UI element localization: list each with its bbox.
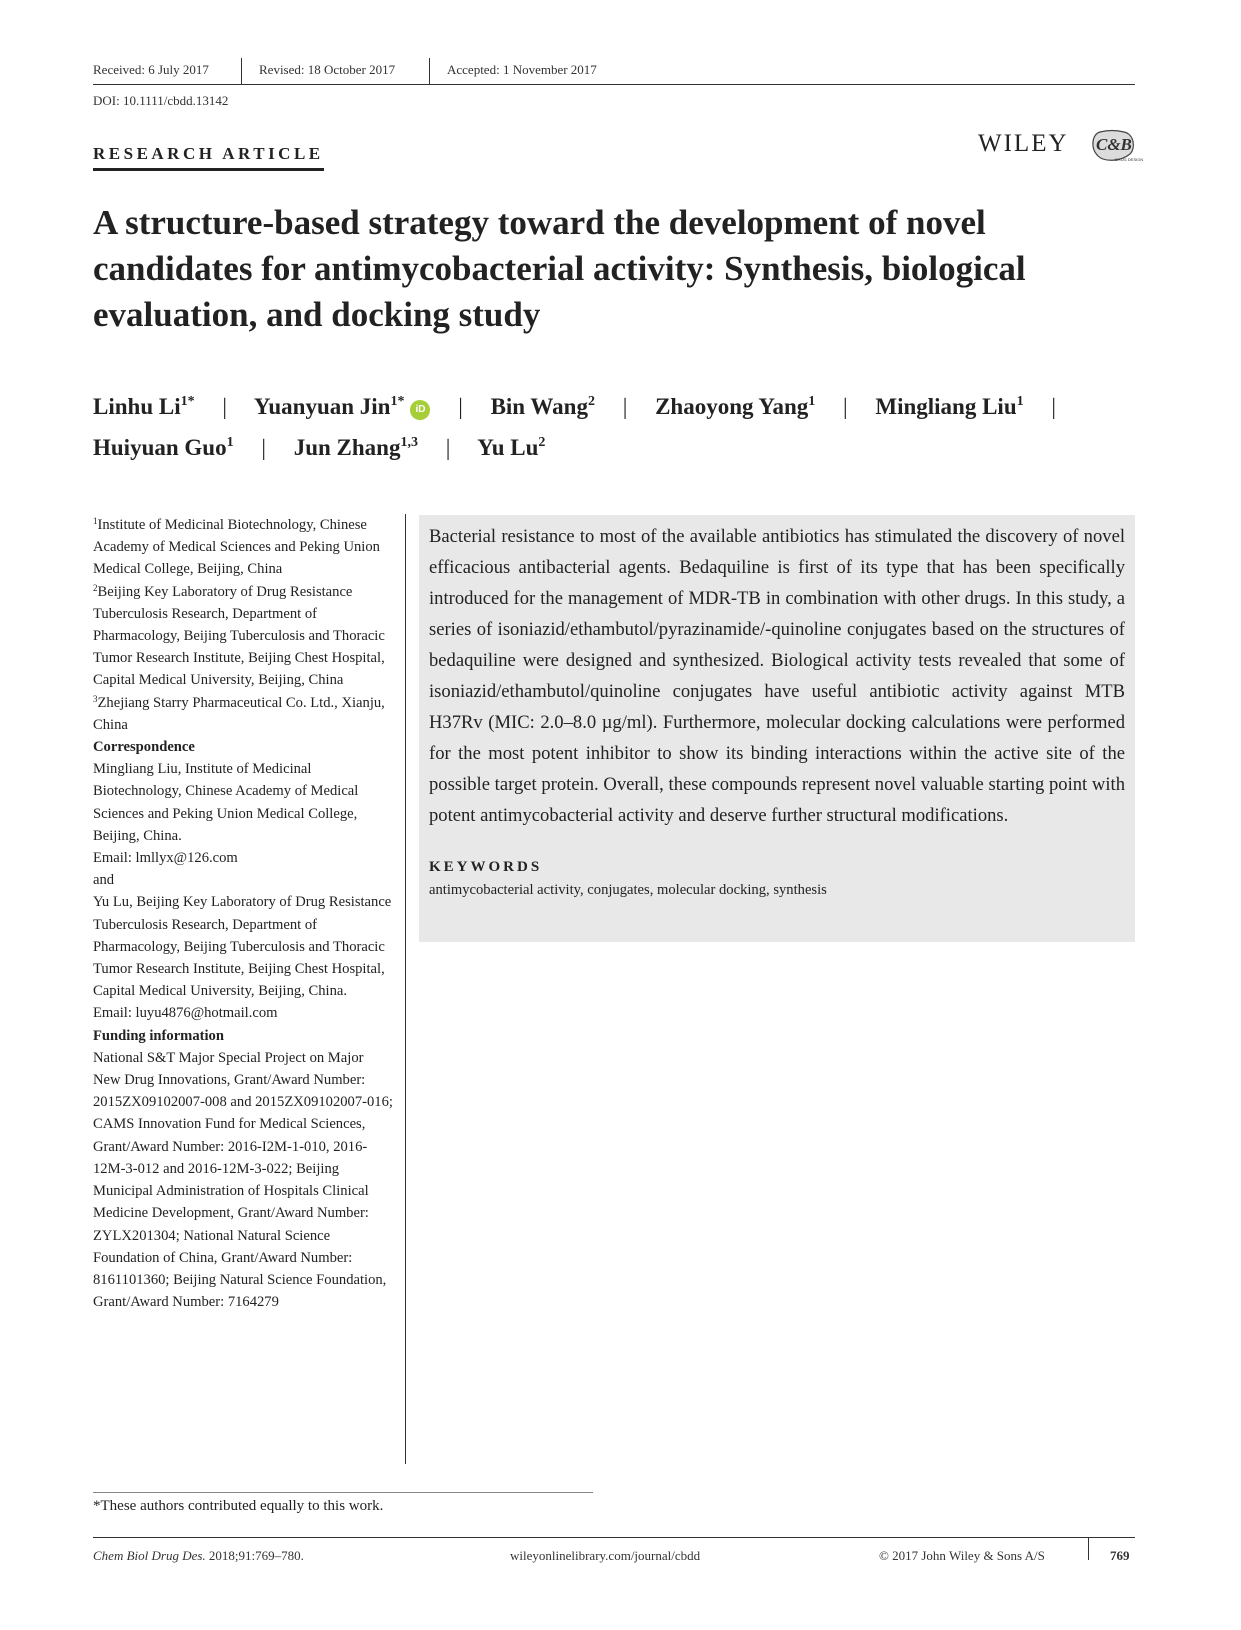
- affiliation-text: Zhejiang Starry Pharmaceutical Co. Ltd., Xianju, China: [93, 694, 385, 733]
- journal-url[interactable]: wileyonlinelibrary.com/journal/cbdd: [510, 1548, 701, 1563]
- affiliation-mark: 2: [93, 582, 98, 593]
- keywords-text: antimycobacterial activity, conjugates, molecular docking, synthesis: [429, 882, 827, 898]
- correspondence-email[interactable]: Email: luyu4876@hotmail.com: [93, 1005, 278, 1022]
- author-separator: |: [261, 435, 266, 460]
- abstract-box: [419, 515, 1135, 942]
- abstract-text: Bacterial resistance to most of the available antibiotics has stimulated the discovery of novel efficacious antibacterial agents. Bedaquiline is first of its type that has been specifically introduced for the management of MDR-TB in combination with other drugs. In this study, a series of isoniazid/ethambutol/pyrazinamide/-quinoline conjugates based on the structures of bedaquiline were designed and synthesized. Biological activity tests revealed that some of isoniazid/ethambutol/quinoline conjugates have useful antibiotic activity against MTB H37Rv (MIC: 2.0–8.0 µg/ml). Furthermore, molecular docking calculations were performed for the most potent inhibitor to show its binding interactions within the active site of the possible target protein. Overall, these compounds represent novel valuable starting point with potent antimycobacterial activity and deserve further structural modifications.: [429, 526, 1125, 826]
- keywords-heading: KEYWORDS: [429, 859, 543, 875]
- copyright: © 2017 John Wiley & Sons A/S: [879, 1548, 1045, 1563]
- affiliation-text: Institute of Medicinal Biotechnology, Chinese Academy of Medical Sciences and Peking Union Medical College, Beijing, China: [93, 517, 380, 578]
- footnote: *These authors contributed equally to this work.: [93, 1498, 384, 1514]
- correspondence-line: Mingliang Liu, Institute of Medicinal Biotechnology, Chinese Academy of Medical Sciences and Peking Union Medical College, Beijing, China.: [93, 761, 359, 844]
- author-affiliation-mark: 1: [1016, 394, 1024, 409]
- author-affiliation-mark: 2: [538, 435, 546, 450]
- footer-divider: [1088, 1538, 1089, 1560]
- publisher-logo: WILEY: [978, 130, 1069, 157]
- author-name: Jun Zhang: [293, 435, 401, 460]
- affiliation-text: Beijing Key Laboratory of Drug Resistance Tuberculosis Research, Department of Pharmacology, Beijing Tuberculosis and Thoracic Tumor Research Institute, Beijing Chest Hospital, Capital Medical University, Beijing, China: [93, 583, 385, 689]
- author-list: [93, 386, 1153, 468]
- received-date: Received: 6 July 2017: [93, 62, 209, 77]
- author-separator: |: [458, 394, 463, 419]
- author-name: Yuanyuan Jin: [253, 394, 391, 419]
- author-separator: |: [622, 394, 628, 419]
- page-number: 769: [1110, 1548, 1130, 1563]
- article-type: RESEARCH ARTICLE: [93, 144, 324, 171]
- affiliation: [93, 514, 393, 581]
- author-separator: |: [1051, 394, 1056, 419]
- journal-logo-icon: [1090, 128, 1144, 164]
- author-name: Huiyuan Guo: [93, 435, 227, 460]
- page-footer: [93, 1537, 1135, 1568]
- author-affiliation-mark: 2: [587, 394, 595, 409]
- article-history: [93, 60, 1135, 85]
- history-divider: [241, 58, 242, 84]
- correspondence-line: Yu Lu, Beijing Key Laboratory of Drug Resistance Tuberculosis Research, Department of Pharmacology, Beijing Tuberculosis and Thoracic Tumor Research Institute, Beijing Chest Hospital, Capital Medical University, Beijing, China.: [93, 894, 392, 1000]
- author-affiliation-mark: 1: [226, 435, 234, 450]
- correspondence-line: and: [93, 872, 115, 889]
- author-row: [93, 386, 1153, 427]
- author-affiliation-mark: 1*: [390, 394, 405, 409]
- journal-name: Chem Biol Drug Des.: [93, 1548, 206, 1563]
- author-row: [93, 427, 1153, 468]
- author-name: Linhu Li: [93, 394, 181, 419]
- column-divider: [405, 514, 406, 1464]
- author-affiliation-mark: 1*: [180, 394, 195, 409]
- journal-logo-sub: DRUG DESIGN: [1115, 157, 1144, 162]
- author-separator: |: [222, 394, 227, 419]
- affiliation: [93, 692, 393, 736]
- orcid-icon[interactable]: iD: [410, 400, 430, 420]
- author-affiliation-mark: 1: [808, 394, 816, 409]
- journal-citation: [93, 1548, 304, 1564]
- footnote-rule: [93, 1492, 593, 1493]
- journal-volume: 2018;91:769–780.: [208, 1548, 304, 1563]
- affiliation: [93, 581, 393, 692]
- journal-logo-text: C&B: [1096, 135, 1132, 154]
- funding-heading: Funding information: [93, 1027, 224, 1044]
- author-name: Zhaoyong Yang: [655, 394, 809, 419]
- author-name: Mingliang Liu: [875, 394, 1017, 419]
- author-name: Bin Wang: [490, 394, 588, 419]
- affiliation-mark: 3: [93, 693, 98, 704]
- author-affiliation-mark: 1,3: [400, 435, 418, 450]
- article-title: A structure-based strategy toward the development of novel candidates for antimycobacterial activity: Synthesis, biological evaluation, and docking study: [93, 203, 1026, 334]
- revised-date: Revised: 18 October 2017: [259, 62, 396, 77]
- author-separator: |: [445, 435, 451, 460]
- accepted-date: Accepted: 1 November 2017: [447, 62, 597, 77]
- correspondence-heading: Correspondence: [93, 739, 195, 756]
- front-matter-sidebar: [93, 514, 393, 1313]
- history-divider: [429, 58, 430, 84]
- correspondence-email[interactable]: Email: lmllyx@126.com: [93, 850, 238, 867]
- funding-text: National S&T Major Special Project on Major New Drug Innovations, Grant/Award Number: 2015ZX09102007-008 and 2015ZX09102007-016; CAMS Innovation Fund for Medical Sciences, Grant/Award Number: 2016-I2M-1-010, 2016-12M-3-012 and 2016-12M-3-022; Beijing Municipal Administration of Hospitals Clinical Medicine Development, Grant/Award Number: ZYLX201304; National Natural Science Foundation of China, Grant/Award Number: 8161101360; Beijing Natural Science Foundation, Grant/Award Number: 7164279: [93, 1049, 393, 1311]
- affiliation-mark: 1: [93, 516, 98, 526]
- author-separator: |: [843, 394, 848, 419]
- author-name: Yu Lu: [477, 435, 539, 460]
- doi: DOI: 10.1111/cbdd.13142: [93, 93, 229, 108]
